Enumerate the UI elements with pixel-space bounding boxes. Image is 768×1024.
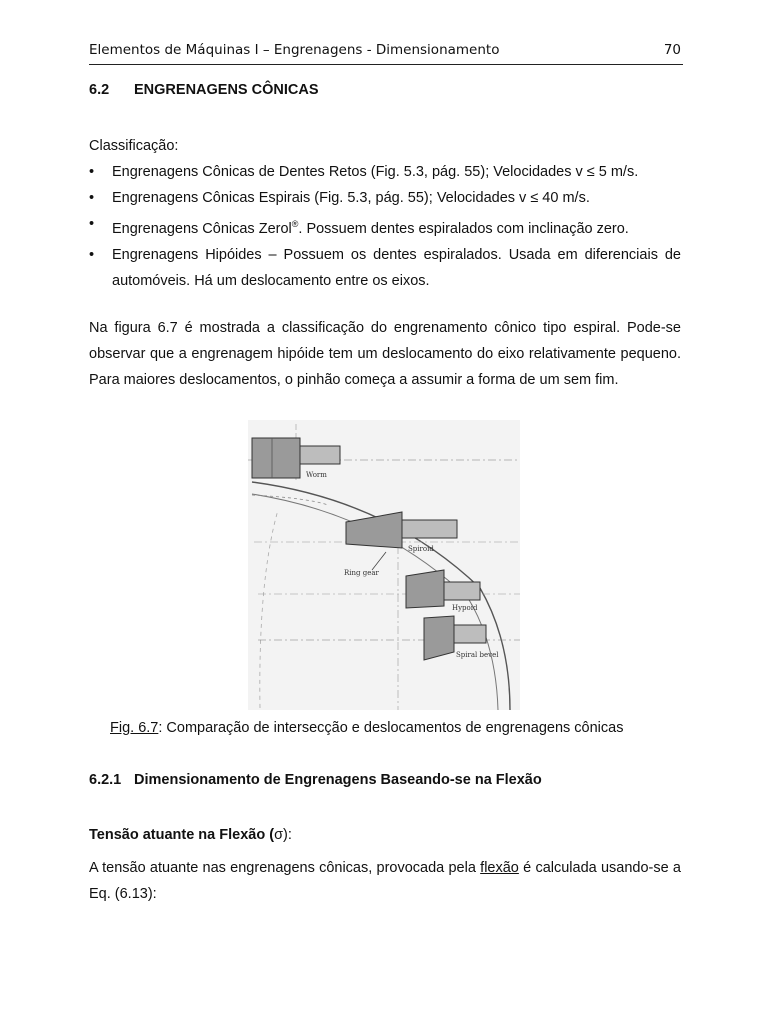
- label-spiral-bevel: Spiral bevel: [456, 651, 499, 659]
- list-item: • Engrenagens Cônicas Zerol®. Possuem dentes espiralados com inclinação zero.: [89, 216, 629, 237]
- tension-heading: Tensão atuante na Flexão (σ):: [89, 827, 292, 843]
- flexao-term: flexão: [480, 860, 519, 876]
- caption-text: : Comparação de intersecção e deslocamentos de engrenagens cônicas: [158, 720, 624, 736]
- header-title: Elementos de Máquinas I – Engrenagens - Dimensionamento: [89, 42, 500, 58]
- subsection-heading: [89, 772, 542, 788]
- sigma-symbol: σ: [274, 827, 284, 843]
- paragraph-tension: A tensão atuante nas engrenagens cônicas, provocada pela flexão é calculada usando-se a Eq. (6.13):: [89, 860, 681, 902]
- page-header: [89, 40, 683, 65]
- label-hypoid: Hypoid: [452, 604, 478, 612]
- gear-comparison-figure: [248, 420, 520, 710]
- classification-label: Classificação:: [89, 138, 179, 154]
- list-item: • Engrenagens Cônicas Espirais (Fig. 5.3, pág. 55); Velocidades v ≤ 40 m/s.: [89, 190, 590, 206]
- gear-diagram: [248, 420, 520, 710]
- section-number: 6.2: [89, 82, 110, 98]
- figure-caption: [110, 720, 623, 736]
- subsection-number: 6.2.1: [89, 772, 122, 788]
- section-title: ENGRENAGENS CÔNICAS: [134, 82, 319, 98]
- subsection-title: Dimensionamento de Engrenagens Baseando-se na Flexão: [134, 772, 542, 788]
- page-number: 70: [663, 42, 681, 58]
- classification-list: [89, 159, 681, 294]
- registered-mark: ®: [291, 219, 299, 229]
- label-spiroid: Spiroid: [408, 545, 434, 553]
- label-ring-gear: Ring gear: [344, 569, 379, 577]
- caption-label: Fig. 6.7: [110, 720, 159, 736]
- section-heading: [89, 82, 319, 98]
- list-item: • Engrenagens Cônicas de Dentes Retos (Fig. 5.3, pág. 55); Velocidades v ≤ 5 m/s.: [89, 164, 639, 180]
- paragraph-intro: Na figura 6.7 é mostrada a classificação do engrenamento cônico tipo espiral. Pode-se observar que a engrenagem hipóide tem um deslocamento do eixo relativamente pequeno. Para maiores deslocamentos, o pinhão começa a assumir a forma de um sem fim.: [89, 320, 681, 388]
- list-item: • Engrenagens Hipóides – Possuem os dentes espiralados. Usada em diferenciais de automóveis. Há um deslocamento entre os eixos.: [89, 246, 681, 289]
- label-worm: Worm: [306, 471, 327, 479]
